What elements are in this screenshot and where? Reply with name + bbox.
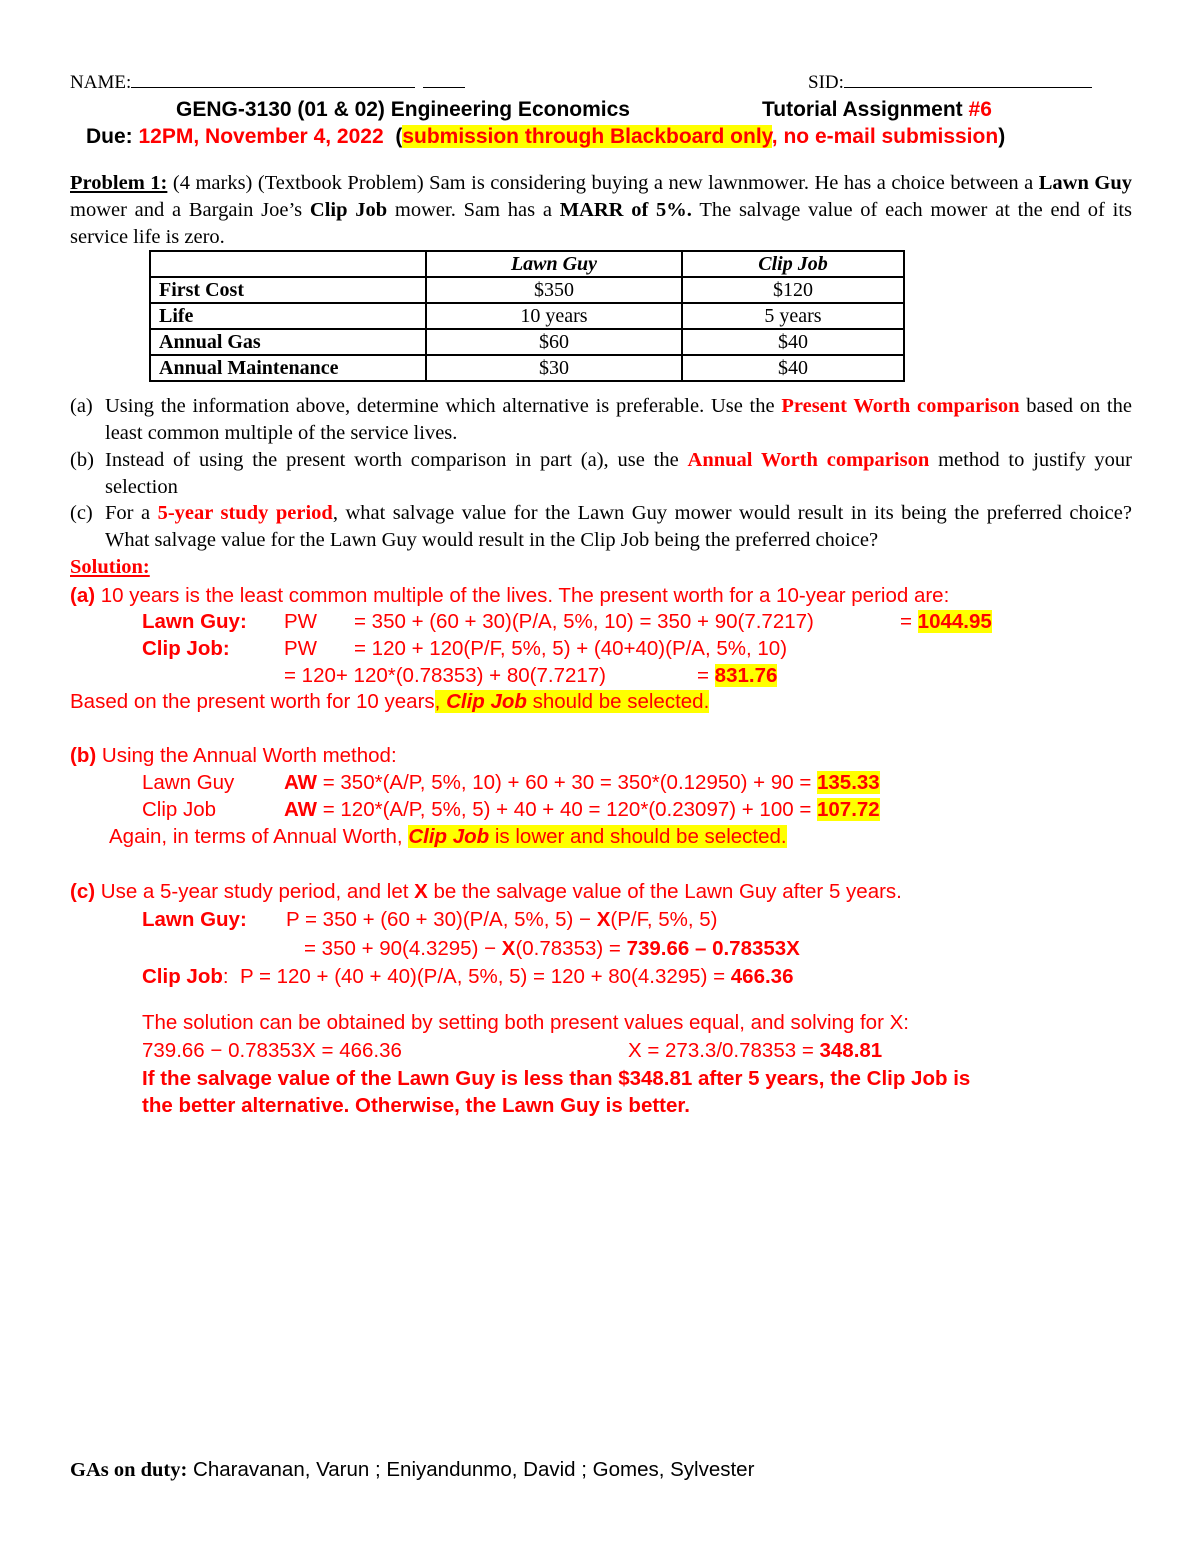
course-title: GENG-3130 (01 & 02) Engineering Economics (176, 98, 630, 121)
table-header-blank (150, 251, 426, 277)
solution-a-conclusion: Based on the present worth for 10 years, Clip Job should be selected. (70, 690, 710, 713)
solution-a-lawn: Lawn Guy: (142, 610, 247, 633)
solution-c-clip: Clip Job: P = 120 + (40 + 40)(P/A, 5%, 5) = 120 + 80(4.3295) = 466.36 (142, 965, 794, 988)
solution-b-conclusion: Again, in terms of Annual Worth, Clip Job is lower and should be selected. (109, 825, 787, 848)
question-c: (c) For a 5-year study period, what salvage value for the Lawn Guy mower would result in its being the preferred choice? What salvage value for the Lawn Guy would result in the Clip Job being the preferred choice? (70, 502, 1132, 551)
question-c-label: (c) (70, 502, 93, 524)
due-date: 12PM, November 4, 2022 (138, 125, 384, 148)
clip-value: $120 (682, 277, 904, 303)
submission-highlight: submission through Blackboard only (402, 125, 772, 148)
solution-a-clip-result-line: = 831.76 (697, 664, 778, 687)
solution-a-intro: (a) 10 years is the least common multiple of the lives. The present worth for a 10-year period are: (70, 584, 950, 607)
table-header-clip-job: Clip Job (682, 251, 904, 277)
question-a: (a) Using the information above, determine which alternative is preferable. Use the Present Worth comparison based on the least common multiple of the service lives. (70, 395, 1132, 444)
row-label: Life (150, 303, 426, 329)
clip-value: 5 years (682, 303, 904, 329)
row-label: Annual Gas (150, 329, 426, 355)
due-label: Due: (86, 125, 139, 148)
solution-a-lawn-result-line: = 1044.95 (900, 610, 992, 633)
problem-title: Problem 1: (70, 172, 168, 194)
assignment-number: #6 (968, 98, 992, 121)
solution-b-clip-label: Clip Job (142, 798, 217, 821)
solution-c-eq-left: 739.66 − 0.78353X = 466.36 (142, 1039, 402, 1062)
clip-value: $40 (682, 355, 904, 381)
marr: MARR of 5%. (559, 199, 692, 221)
question-a-label: (a) (70, 395, 93, 417)
lawn-value: $350 (426, 277, 682, 303)
solution-a-clip: Clip Job: (142, 637, 230, 660)
solution-a-choice: Clip Job (446, 690, 527, 713)
table-header-row (150, 251, 904, 277)
solution-b-lawn-result: 135.33 (817, 771, 880, 794)
solution-c-eq-result: 348.81 (819, 1039, 883, 1062)
solution-c-clip-result: 466.36 (730, 965, 794, 988)
solution-b-intro: (b) Using the Annual Worth method: (70, 744, 397, 767)
solution-c-lawn-label: Lawn Guy: (142, 908, 247, 931)
lawn-value: 10 years (426, 303, 682, 329)
cost-table (149, 250, 905, 382)
table-header-lawn-guy: Lawn Guy (426, 251, 682, 277)
solution-c-final-2: the better alternative. Otherwise, the Lawn Guy is better. (142, 1094, 690, 1117)
name-line (70, 72, 465, 94)
clip-value: $40 (682, 329, 904, 355)
solution-b-lawn: AW = 350*(A/P, 5%, 10) + 60 + 30 = 350*(0.12950) + 90 = 135.33 (284, 771, 880, 794)
solution-a-clip-expr: = 120 + 120(P/F, 5%, 5) + (40+40)(P/A, 5%, 10) (354, 637, 788, 660)
lawn-value: $60 (426, 329, 682, 355)
sid-blank (844, 73, 1092, 88)
row-label: First Cost (150, 277, 426, 303)
table-row (150, 329, 904, 355)
solution-c-solve-text: The solution can be obtained by setting both present values equal, and solving for X: (142, 1011, 909, 1034)
solution-b-clip: AW = 120*(A/P, 5%, 5) + 40 + 40 = 120*(0.23097) + 100 = 107.72 (284, 798, 880, 821)
solution-c-intro: (c) Use a 5-year study period, and let X be the salvage value of the Lawn Guy after 5 years. (70, 880, 902, 903)
question-b-label: (b) (70, 449, 94, 471)
solution-a-lawn-expr: = 350 + (60 + 30)(P/A, 5%, 10) = 350 + 90(7.7217) (354, 610, 814, 633)
lawn-value: $30 (426, 355, 682, 381)
solution-a-clip-expr2: = 120+ 120*(0.78353) + 80(7.7217) (284, 664, 606, 687)
solution-title: Solution: (70, 556, 150, 578)
solution-c-lawn-result: 739.66 – 0.78353X (626, 937, 800, 960)
row-label: Annual Maintenance (150, 355, 426, 381)
solution-a-lawn-result: 1044.95 (917, 610, 992, 633)
solution-b-clip-result: 107.72 (817, 798, 880, 821)
sid-label: SID: (808, 72, 844, 93)
problem-statement: Problem 1: (4 marks) (Textbook Problem) Sam is considering buying a new lawnmower. He has a choice between a Lawn Guy mower and a Bargain Joe’s Clip Job mower. Sam has a MARR of 5%. The salvage value of each mower at the end of its service life is zero. (70, 172, 1132, 248)
assignment-title: Tutorial Assignment #6 (762, 98, 992, 121)
solution-a-clip-pw: PW (284, 637, 318, 660)
footer-label: GAs on duty: (70, 1459, 188, 1481)
due-line: Due: 12PM, November 4, 2022 (submission through Blackboard only, no e-mail submission) (86, 125, 1006, 148)
solution-a-clip-result: 831.76 (714, 664, 778, 687)
solution-a-lawn-pw: PW (284, 610, 318, 633)
question-b: (b) Instead of using the present worth comparison in part (a), use the Annual Worth comparison method to justify your selection (70, 449, 1133, 498)
solution-b-lawn-label: Lawn Guy (142, 771, 235, 794)
table-row (150, 355, 904, 381)
table-row (150, 277, 904, 303)
solution-c-lawn-line2: = 350 + 90(4.3295) − X(0.78353) = 739.66 – 0.78353X (304, 937, 800, 960)
solution-c-eq-right: X = 273.3/0.78353 = 348.81 (628, 1039, 883, 1062)
table-row (150, 303, 904, 329)
solution-c-final-1: If the salvage value of the Lawn Guy is less than $348.81 after 5 years, the Clip Job is (142, 1067, 971, 1090)
name-blank (131, 73, 415, 88)
name-blank-2 (423, 73, 465, 88)
footer (70, 1458, 754, 1482)
footer-names: Charavanan, Varun ; Eniyandunmo, David ; Gomes, Sylvester (187, 1458, 755, 1481)
name-label: NAME: (70, 72, 132, 93)
solution-b-choice: Clip Job (408, 825, 490, 848)
solution-c-lawn-line1: P = 350 + (60 + 30)(P/A, 5%, 5) − X(P/F, 5%, 5) (286, 908, 718, 931)
sid-line (808, 72, 1092, 94)
